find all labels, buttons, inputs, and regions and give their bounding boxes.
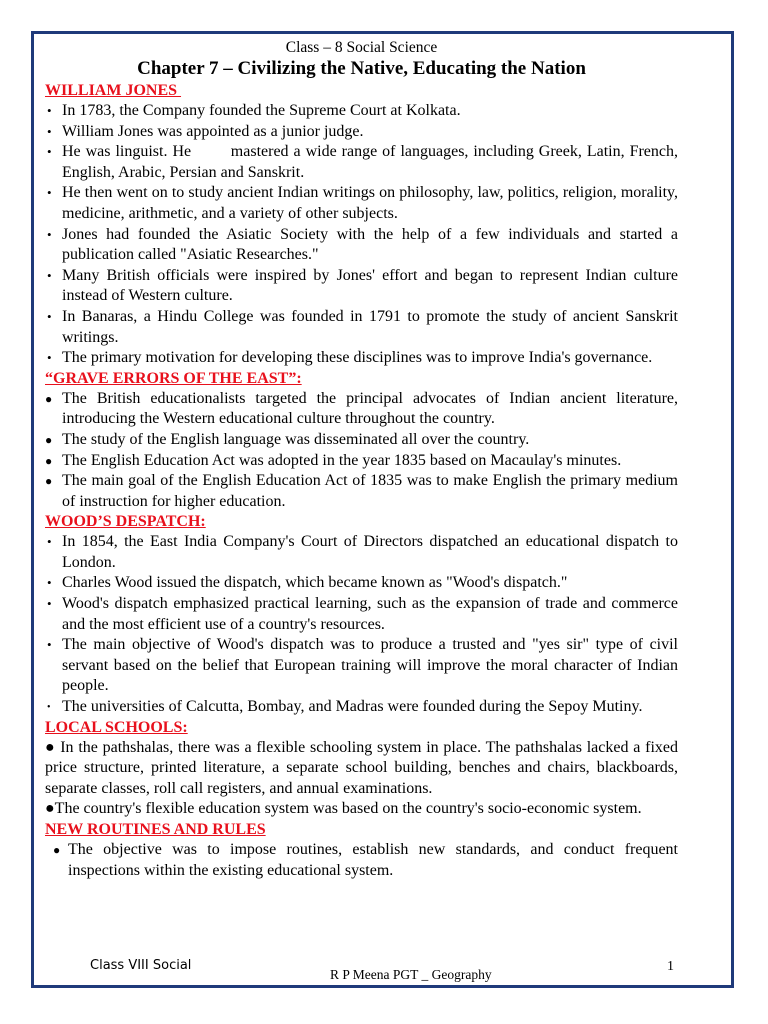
local-schools-paragraph: ● In the pathshalas, there was a flexible schooling system in place. The pathshalas lacked a fixed price structure, printed literature, a separate school building, benches and chairs, blackboards, separate classes, roll call registers, and annual examinations. [45, 738, 678, 797]
list-item: • He then went on to study ancient Indian writings on philosophy, law, politics, religion, morality, medicine, arithmetic, and a variety of other subjects. [47, 184, 678, 222]
page-number: 1 [667, 959, 674, 974]
list-item: • William Jones was appointed as a junior judge. [45, 122, 678, 143]
footer-author: R P Meena PGT _ Geography [330, 967, 492, 982]
bullet-icon: • [47, 596, 52, 612]
list-item: • Wood's dispatch emphasized practical learning, such as the expansion of trade and commerce and the most efficient use of a country's resources. [47, 595, 678, 633]
list-item: • The main objective of Wood's dispatch was to produce a trusted and "yes sir" type of civil servant based on the belief that European training will improve the moral character of Indian people. [47, 636, 678, 695]
bullet-icon: ● [45, 474, 53, 489]
document-body [45, 38, 682, 881]
class-line: Class – 8 Social Science [285, 39, 438, 56]
grave-errors-list [45, 389, 678, 513]
list-item: • Charles Wood issued the dispatch, which became known as "Wood's dispatch." [45, 573, 678, 594]
list-item: • In 1854, the East India Company's Court of Directors dispatched an educational dispatch to London. [47, 533, 678, 571]
list-item: ● The main goal of the English Education Act of 1835 was to make English the primary medium of instruction for higher education. [45, 472, 678, 510]
bullet-icon: ● [45, 432, 53, 447]
list-item: • In 1783, the Company founded the Supreme Court at Kolkata. [45, 101, 678, 122]
bullet-icon: • [47, 185, 52, 201]
bullet-icon: • [47, 103, 52, 118]
bullet-icon: • [47, 575, 52, 591]
list-item: • In Banaras, a Hindu College was founded in 1791 to promote the study of ancient Sanskrit writings. [47, 307, 678, 346]
bullet-icon: • [47, 534, 52, 550]
footer-class-label: Class VIII Social [90, 958, 192, 973]
list-item: ● The objective was to impose routines, establish new standards, and conduct frequent inspections within the existing educational system. [53, 841, 678, 879]
bullet-icon: ● [53, 843, 61, 857]
bullet-icon: • [47, 350, 52, 366]
list-item: • Jones had founded the Asiatic Society with the help of a few individuals and started a publication called "Asiatic Researches." [47, 225, 678, 264]
new-routines-list [45, 840, 678, 881]
list-item: • He was linguist. He mastered a wide range of languages, including Greek, Latin, French, English, Arabic, Persian and Sanskrit. [47, 143, 682, 181]
list-item: • The primary motivation for developing these disciplines was to improve India's governance. [45, 348, 678, 369]
bullet-icon: • [47, 144, 52, 160]
list-item: ● The British educationalists targeted the principal advocates of Indian ancient literature, introducing the Western educational culture throughout the country. [45, 389, 678, 428]
bullet-icon: • [47, 123, 52, 139]
bullet-icon: • [47, 637, 52, 653]
chapter-title: Chapter 7 – Civilizing the Native, Educating the Nation [137, 58, 586, 79]
section-heading-william-jones: WILLIAM JONES [45, 82, 182, 99]
list-item: • Many British officials were inspired by Jones' effort and began to represent Indian culture instead of Western culture. [47, 266, 678, 305]
list-item: • The universities of Calcutta, Bombay, and Madras were founded during the Sepoy Mutiny. [45, 697, 678, 718]
bullet-icon: ● [45, 391, 53, 406]
section-heading-grave-errors: “GRAVE ERRORS OF THE EAST”: [45, 369, 302, 387]
woods-despatch-list [45, 532, 678, 717]
section-heading-woods-despatch: WOOD’S DESPATCH: [45, 513, 206, 531]
section-heading-local-schools: LOCAL SCHOOLS: [45, 718, 188, 736]
section-heading-new-routines: NEW ROUTINES AND RULES [45, 821, 266, 838]
william-jones-list [45, 101, 682, 369]
list-item: ● The study of the English language was disseminated all over the country. [45, 430, 678, 451]
list-item: ● The English Education Act was adopted in the year 1835 based on Macaulay's minutes. [45, 451, 678, 472]
bullet-icon: • [47, 226, 52, 242]
bullet-icon: ● [45, 453, 53, 468]
bullet-icon: • [47, 702, 51, 714]
bullet-icon: • [47, 267, 52, 283]
bullet-icon: • [47, 308, 52, 324]
local-schools-paragraph: ●The country's flexible education system was based on the country's socio-economic system. [45, 800, 642, 818]
